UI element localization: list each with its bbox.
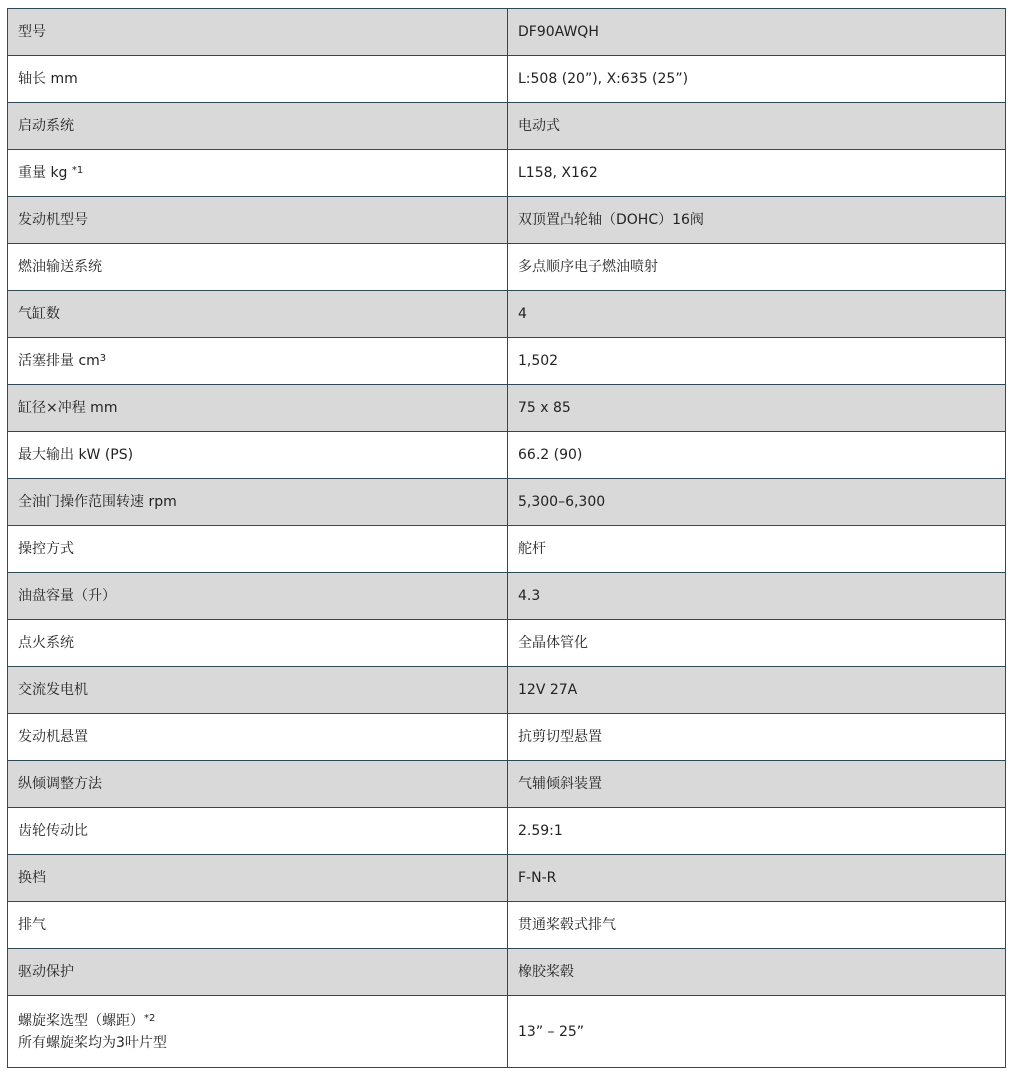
spec-label: 型号 [8, 9, 508, 56]
spec-table [7, 8, 1006, 1068]
spec-label: 全油门操作范围转速 rpm [8, 479, 508, 526]
spec-value: 4.3 [508, 573, 1006, 620]
spec-label: 发动机型号 [8, 197, 508, 244]
spec-value: 橡胶桨毂 [508, 949, 1006, 996]
table-row [8, 996, 1006, 1068]
spec-label: 燃油输送系统 [8, 244, 508, 291]
spec-value: 舵杆 [508, 526, 1006, 573]
spec-label: 气缸数 [8, 291, 508, 338]
spec-value: 75 x 85 [508, 385, 1006, 432]
spec-value: 12V 27A [508, 667, 1006, 714]
table-row [8, 949, 1006, 996]
table-row [8, 9, 1006, 56]
spec-value: 全晶体管化 [508, 620, 1006, 667]
spec-value: DF90AWQH [508, 9, 1006, 56]
table-row [8, 714, 1006, 761]
spec-label: 轴长 mm [8, 56, 508, 103]
spec-label: 驱动保护 [8, 949, 508, 996]
footnote-marker: *1 [71, 165, 84, 176]
table-row [8, 761, 1006, 808]
spec-value: 贯通桨毂式排气 [508, 902, 1006, 949]
spec-value: 抗剪切型悬置 [508, 714, 1006, 761]
table-row [8, 150, 1006, 197]
spec-value: 4 [508, 291, 1006, 338]
spec-value: 13” – 25” [508, 996, 1006, 1068]
spec-value: L:508 (20”), X:635 (25”) [508, 56, 1006, 103]
spec-value: 1,502 [508, 338, 1006, 385]
spec-value: 66.2 (90) [508, 432, 1006, 479]
spec-label: 油盘容量（升） [8, 573, 508, 620]
spec-label: 缸径×冲程 mm [8, 385, 508, 432]
table-row [8, 573, 1006, 620]
spec-label: 最大输出 kW (PS) [8, 432, 508, 479]
footnote-marker: *2 [144, 1012, 156, 1024]
spec-value: F-N-R [508, 855, 1006, 902]
table-row [8, 103, 1006, 150]
spec-label: 点火系统 [8, 620, 508, 667]
table-row [8, 385, 1006, 432]
spec-label: 交流发电机 [8, 667, 508, 714]
spec-label: 排气 [8, 902, 508, 949]
table-row [8, 620, 1006, 667]
spec-value: 多点顺序电子燃油喷射 [508, 244, 1006, 291]
superscript-unit: 3 [99, 353, 107, 364]
table-row [8, 667, 1006, 714]
table-row [8, 291, 1006, 338]
spec-label: 活塞排量 $cm^3$ [8, 338, 508, 385]
table-row [8, 902, 1006, 949]
spec-value: L158, X162 [508, 150, 1006, 197]
spec-label: 齿轮传动比 [8, 808, 508, 855]
spec-label: 操控方式 [8, 526, 508, 573]
table-row [8, 197, 1006, 244]
spec-value: 双顶置凸轮轴（DOHC）16阀 [508, 197, 1006, 244]
table-row [8, 526, 1006, 573]
table-row [8, 479, 1006, 526]
spec-label: 启动系统 [8, 103, 508, 150]
table-row [8, 432, 1006, 479]
table-row [8, 855, 1006, 902]
table-row [8, 338, 1006, 385]
label-line-1: 螺旋桨选型（螺距）$^{*2}$ [18, 1012, 156, 1029]
table-row [8, 56, 1006, 103]
spec-label: 纵倾调整方法 [8, 761, 508, 808]
spec-value: 2.59:1 [508, 808, 1006, 855]
spec-value: 气辅倾斜装置 [508, 761, 1006, 808]
spec-value: 电动式 [508, 103, 1006, 150]
spec-label [8, 996, 508, 1068]
spec-value: 5,300–6,300 [508, 479, 1006, 526]
table-row [8, 244, 1006, 291]
spec-label: 换档 [8, 855, 508, 902]
label-line-2: 所有螺旋桨均为3叶片型 [18, 1034, 167, 1051]
spec-label: 发动机悬置 [8, 714, 508, 761]
spec-label: 重量 kg $^{*1}$ [8, 150, 508, 197]
table-row [8, 808, 1006, 855]
